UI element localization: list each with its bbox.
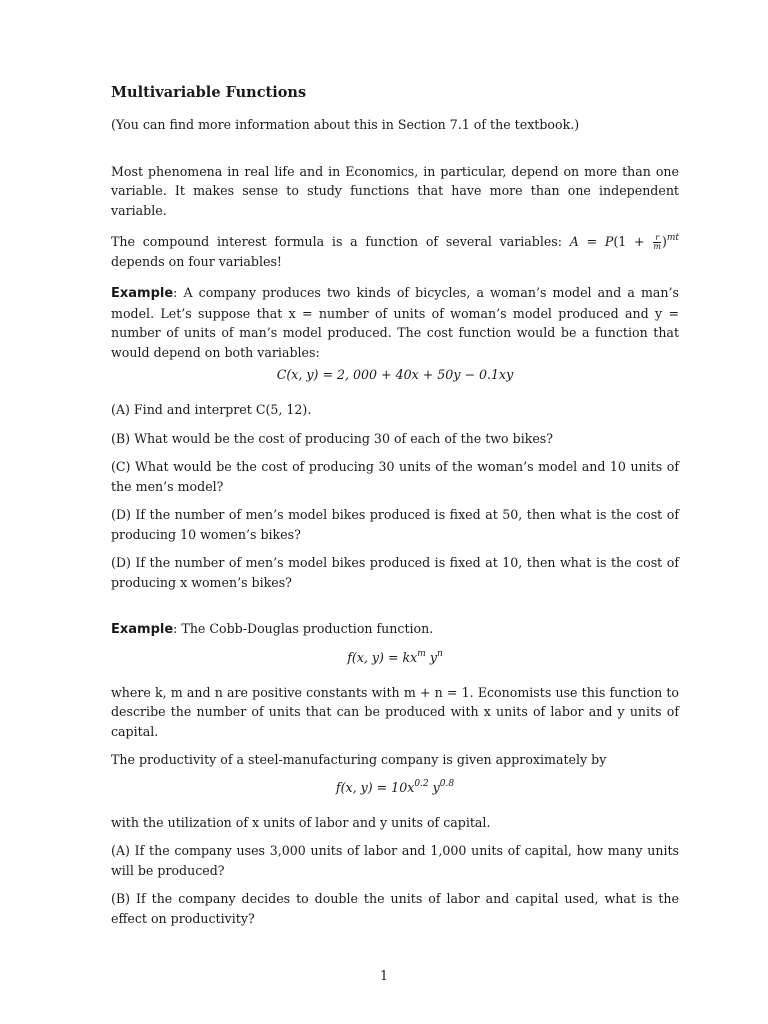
paragraph-phenomena: Most phenomena in real life and in Economics, in particular, depend on more than one variable. It makes sense to study functions that have more than one independent variable.: [111, 163, 679, 218]
example-2: [111, 619, 679, 640]
question-d1: (D) If the number of men’s model bikes produced is fixed at 50, then what is the cost of producing 10 women’s bikes?: [111, 507, 679, 542]
document-page: [111, 84, 679, 937]
steel-function-equation: f(x, $y) = 10x^{0.2}$ $y^{0.8}$: [335, 778, 455, 795]
cost-function-equation: C(x, y) = 2, 000 + 40x + 50y − 0.1xy: [276, 367, 514, 382]
example-2-text: : The Cobb-Douglas production function.: [173, 621, 434, 636]
example-label: Example: [111, 286, 174, 301]
compound-text-after: depends on four variables!: [111, 253, 282, 269]
example-label: Example: [111, 622, 174, 637]
rate-fraction: $\frac{r}{m}$: [653, 233, 661, 251]
question-b: (B) What would be the cost of producing 30 of each of the two bikes?: [111, 430, 554, 446]
page-number: 1: [379, 968, 388, 983]
page-title: Multivariable Functions: [111, 84, 307, 101]
example-1-text: : A company produces two kinds of bicycles, a woman’s model and a man’s model. Let’s suppose that x = number of units of woman’s model produced and y = number of units of man’s model produced. The cost function would be a function that would depend on both variables:: [111, 285, 679, 360]
paragraph-compound-interest: The compound interest formula is a function of several variables: A = P(1 + $\frac{r}{m}$ )$^{mt}$ depends on four variables!: [111, 233, 680, 269]
paragraph-productivity: The productivity of a steel-manufacturing company is given approximately by: [111, 752, 607, 767]
compound-text-before: The compound interest formula is a function of several variables:: [111, 234, 570, 249]
question-d2: (D) If the number of men’s model bikes produced is fixed at 10, then what is the cost of producing x women’s bikes?: [111, 555, 679, 590]
cobb-douglas-equation: f(x, $y) = kx^m$ $y^n$: [347, 648, 443, 665]
example-1: [111, 283, 679, 362]
paragraph-utilization: with the utilization of x units of labor and y units of capital.: [111, 814, 491, 830]
question-2b: (B) If the company decides to double the units of labor and capital used, what is the effect on productivity?: [111, 891, 679, 926]
question-2a: (A) If the company uses 3,000 units of labor and 1,000 units of capital, how many units will be produced?: [111, 843, 679, 878]
intro-note: (You can find more information about this in Section 7.1 of the textbook.): [111, 117, 580, 132]
question-a: (A) Find and interpret C(5, 12).: [111, 402, 312, 417]
compound-formula: A: [569, 234, 579, 249]
paragraph-where: where k, m and n are positive constants with m + n = 1. Economists use this function to describe the number of units that can be produced with x units of labor and y units of capital.: [111, 684, 679, 739]
question-c: (C) What would be the cost of producing 30 units of the woman’s model and 10 units of the men’s model?: [111, 459, 679, 494]
